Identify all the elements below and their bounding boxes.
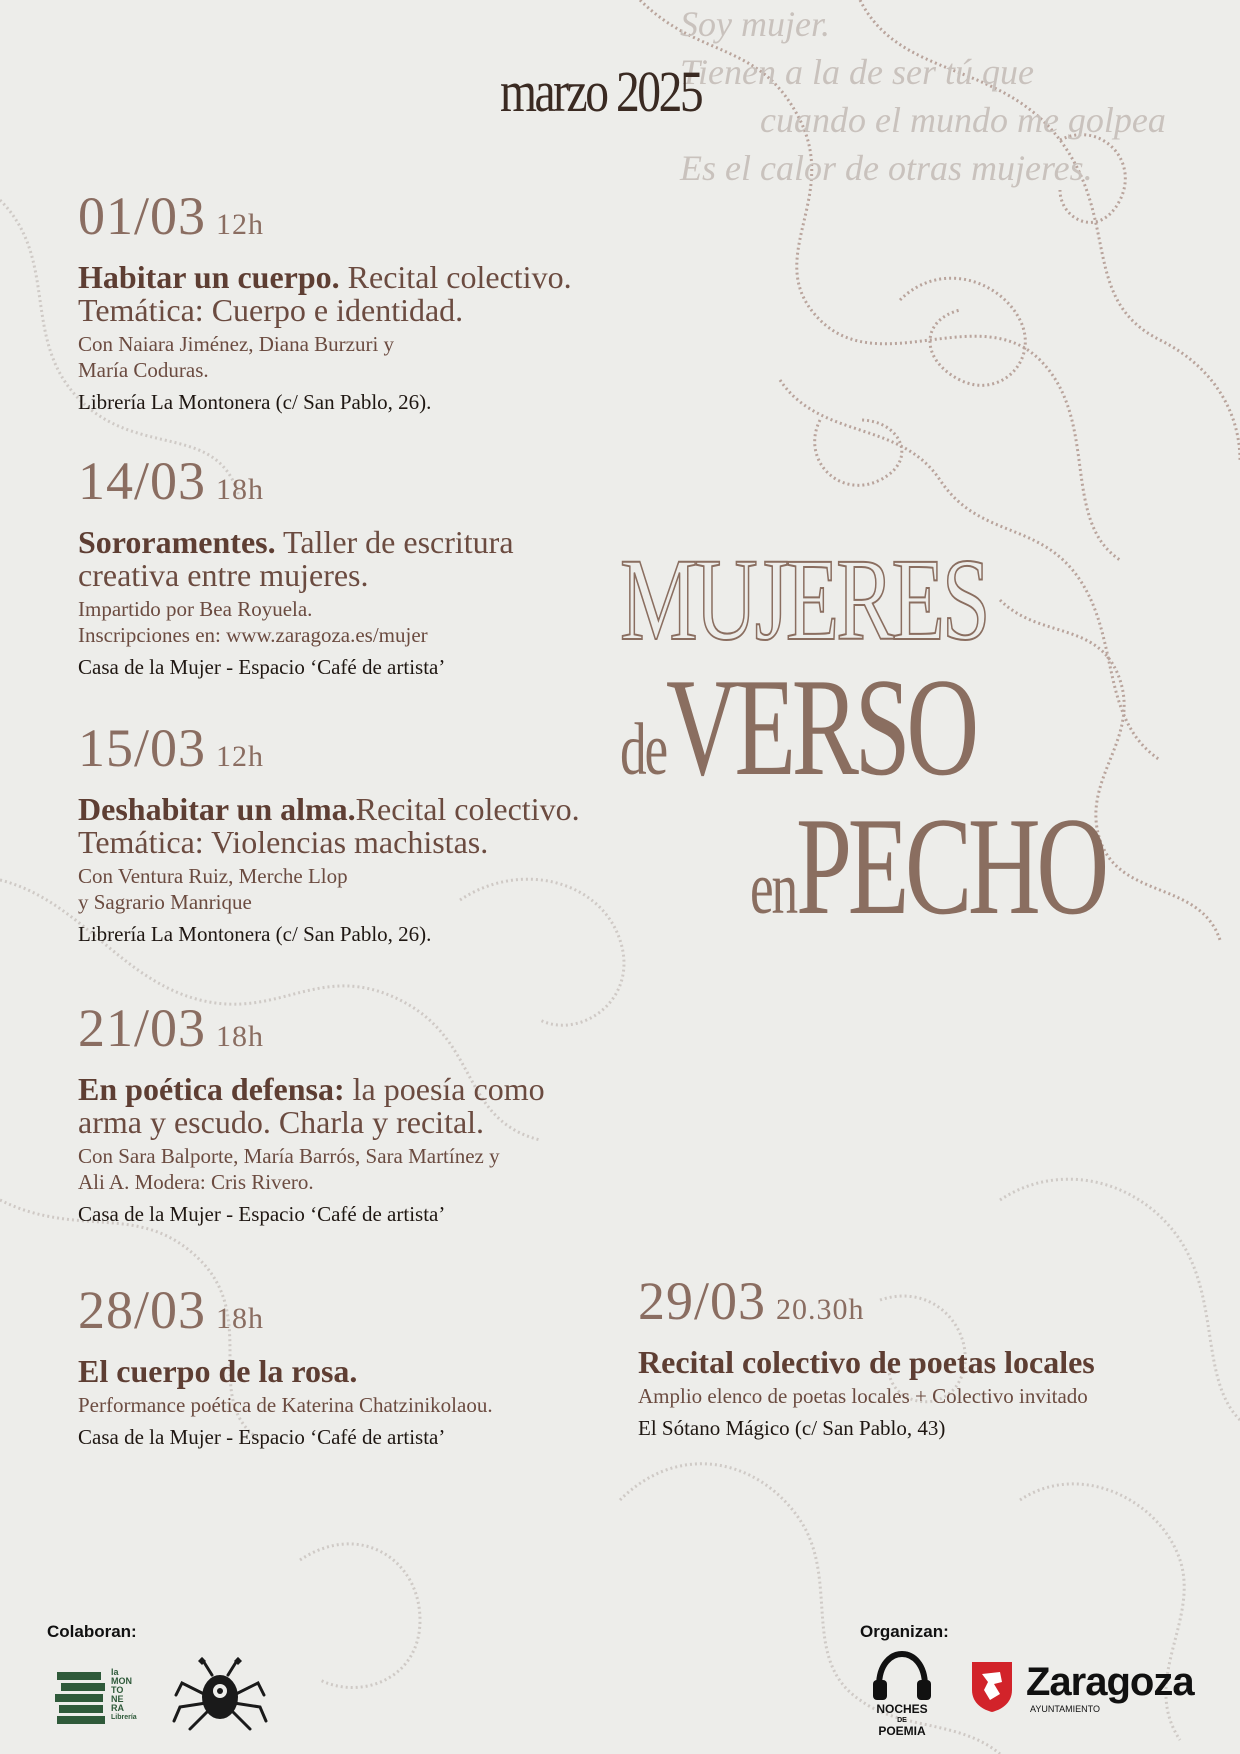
poem-line: Es el calor de otras mujeres.	[680, 148, 1093, 188]
event-title: Habitar un cuerpo. Recital colectivo.	[78, 259, 572, 295]
event-details: Impartido por Bea Royuela. Inscripciones en: www.zaragoza.es/mujer	[78, 597, 428, 647]
event-place: Casa de la Mujer - Espacio ‘Café de artista’	[78, 1202, 446, 1226]
event-date: 28/03 18h	[78, 1280, 265, 1340]
books-stack-icon	[55, 1670, 109, 1726]
montonera-logo-text: la	[111, 1667, 119, 1677]
event-details: Amplio elenco de poetas locales + Colectivo invitado	[638, 1384, 1088, 1408]
event-date: 15/03 12h	[78, 718, 265, 778]
event-item	[78, 1000, 618, 1227]
headline-pecho: PECHO	[795, 789, 1105, 944]
event-place: Librería La Montonera (c/ San Pablo, 26).	[78, 390, 432, 414]
poem-line: cuando el mundo me golpea	[760, 100, 1166, 140]
zaragoza-shield-icon	[970, 1660, 1014, 1714]
event-title: El cuerpo de la rosa.	[78, 1353, 358, 1389]
event-title: Deshabitar un alma.Recital colectivo.	[78, 791, 580, 827]
event-place: Casa de la Mujer - Espacio ‘Café de artista’	[78, 1425, 446, 1449]
event-time: 18h	[216, 1020, 265, 1053]
organizers-label: Organizan:	[860, 1622, 949, 1641]
montonera-logo-text: NE	[111, 1694, 124, 1704]
poem-line: Soy mujer.	[680, 4, 830, 44]
event-subtitle: arma y escudo. Charla y recital.	[78, 1104, 485, 1140]
headline-en: en	[750, 848, 796, 930]
month-heading: marzo 2025	[500, 59, 702, 124]
event-item	[638, 1273, 1218, 1441]
montonera-logo-text: MON	[111, 1676, 132, 1686]
event-time: 18h	[216, 473, 265, 506]
event-date: 29/03 20.30h	[638, 1271, 865, 1331]
collab-label: Colaboran:	[47, 1622, 137, 1641]
event-place: Librería La Montonera (c/ San Pablo, 26).	[78, 922, 432, 946]
event-details: Con Ventura Ruiz, Merche Llop y Sagrario Manrique	[78, 864, 348, 914]
montonera-logo-text: RA	[111, 1703, 124, 1713]
event-title: En poética defensa: la poesía como	[78, 1071, 545, 1107]
zaragoza-logo-name: Zaragoza	[1026, 1660, 1194, 1704]
la-montonera-logo	[55, 1668, 145, 1728]
event-title: Sororamentes. Taller de escritura	[78, 524, 514, 560]
event-time: 12h	[216, 740, 265, 773]
event-item	[78, 453, 618, 680]
event-date: 14/03 18h	[78, 451, 265, 511]
noches-logo-text: DE	[897, 1717, 907, 1724]
background-poem	[680, 0, 1166, 192]
event-date: 01/03 12h	[78, 186, 265, 246]
spider-eye-logo-icon	[172, 1655, 268, 1737]
zaragoza-ayuntamiento-logo	[970, 1660, 1210, 1720]
event-details: Con Sara Balporte, María Barrós, Sara Martínez y Ali A. Modera: Cris Rivero.	[78, 1144, 500, 1194]
zaragoza-logo-sub: AYUNTAMIENTO	[1030, 1704, 1101, 1714]
event-subtitle: Temática: Cuerpo e identidad.	[78, 292, 464, 328]
event-subtitle: Temática: Violencias machistas.	[78, 824, 489, 860]
event-item	[78, 720, 618, 947]
headline-title	[620, 534, 1140, 947]
event-item	[78, 188, 618, 415]
headphones-icon	[871, 1650, 933, 1702]
noches-de-poemia-logo	[862, 1650, 942, 1738]
headline-verso: VERSO	[665, 650, 975, 805]
event-time: 12h	[216, 208, 265, 241]
event-details: Performance poética de Katerina Chatzinikolaou.	[78, 1393, 493, 1417]
event-place: Casa de la Mujer - Espacio ‘Café de artista’	[78, 655, 446, 679]
event-time: 20.30h	[776, 1293, 865, 1326]
event-subtitle: creativa entre mujeres.	[78, 557, 369, 593]
event-date: 21/03 18h	[78, 998, 265, 1058]
poem-line: Tienen a la de ser tú que	[680, 52, 1034, 92]
montonera-logo-text: TO	[111, 1685, 124, 1695]
headline-mujeres: MUJERES	[620, 534, 988, 665]
noches-logo-text: NOCHES	[876, 1702, 928, 1716]
event-place: El Sótano Mágico (c/ San Pablo, 43)	[638, 1416, 946, 1440]
headline-de: de	[620, 709, 666, 791]
event-title: Recital colectivo de poetas locales	[638, 1344, 1095, 1380]
event-item	[78, 1282, 618, 1450]
noches-logo-text: POEMIA	[878, 1724, 926, 1738]
event-details: Con Naiara Jiménez, Diana Burzuri y María Coduras.	[78, 332, 395, 382]
montonera-logo-text: Librería	[111, 1714, 137, 1721]
event-time: 18h	[216, 1302, 265, 1335]
